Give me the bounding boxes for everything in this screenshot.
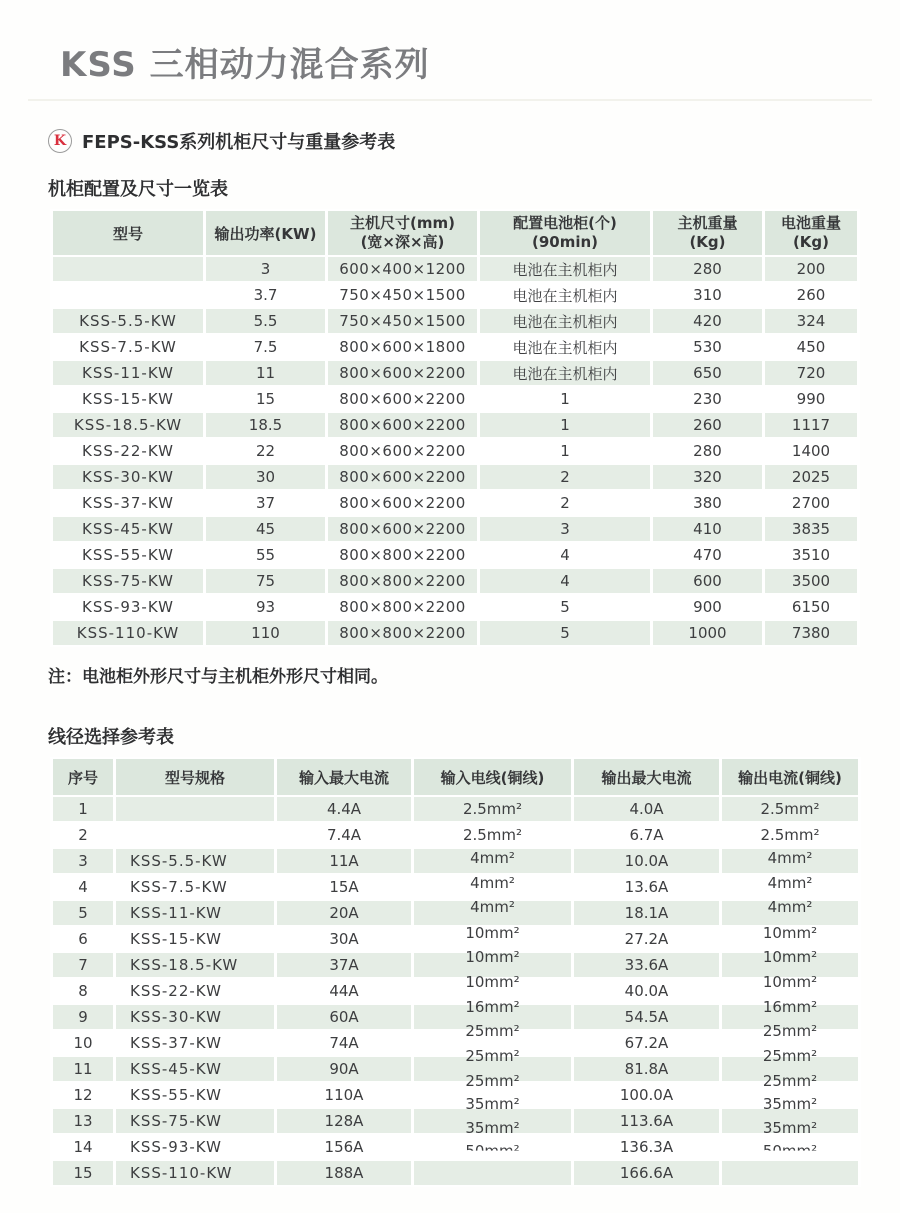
output-max-current-cell: 136.3A xyxy=(573,1134,721,1160)
model-cell: KSS-18.5-KW xyxy=(115,952,276,978)
output-wire-value: 4mm² xyxy=(767,849,813,867)
table-row xyxy=(52,978,860,1004)
table-row xyxy=(52,542,859,568)
seq-cell: 15 xyxy=(52,1160,115,1186)
seq-cell: 6 xyxy=(52,926,115,952)
series-subtitle: FEPS-KSS系列机柜尺寸与重量参考表 xyxy=(82,132,396,153)
output-wire-value: 2.5mm² xyxy=(760,826,820,844)
input-wire-value: 10mm² xyxy=(465,924,520,942)
dims-cell: 750×450×1500 xyxy=(327,308,479,334)
dims-cell: 600×400×1200 xyxy=(327,256,479,282)
battery-weight-cell: 3835 xyxy=(764,516,859,542)
power-cell: 15 xyxy=(205,386,327,412)
table-row xyxy=(52,1134,860,1160)
output-wire-value: 35mm² xyxy=(762,1095,818,1113)
model-cell: KSS-18.5-KW xyxy=(52,412,205,438)
battery-weight-cell: 720 xyxy=(764,360,859,386)
cabinet-spec-table xyxy=(50,209,860,647)
battery-weight-cell: 450 xyxy=(764,334,859,360)
col-header-host-weight-line1: 主机重量 xyxy=(677,213,738,232)
input-wire-value: 35mm² xyxy=(465,1119,520,1137)
model-cell: KSS-55-KW xyxy=(52,542,205,568)
model-cell: KSS-55-KW xyxy=(115,1082,276,1108)
power-cell: 18.5 xyxy=(205,412,327,438)
output-max-current-cell: 166.6A xyxy=(573,1160,721,1186)
input-max-current-cell: 188A xyxy=(276,1160,413,1186)
model-cell: KSS-7.5-KW xyxy=(52,334,205,360)
output-max-current-cell: 18.1A xyxy=(573,900,721,926)
input-wire-value: 4mm² xyxy=(470,849,515,867)
col-header-input-wire: 输入电线(铜线) xyxy=(413,758,573,796)
model-cell xyxy=(52,256,205,282)
table-row xyxy=(52,1108,860,1134)
input-max-current-cell: 110A xyxy=(276,1082,413,1108)
power-cell: 3 xyxy=(205,256,327,282)
host-weight-cell: 280 xyxy=(652,256,764,282)
power-cell: 110 xyxy=(205,620,327,646)
output-max-current-cell: 81.8A xyxy=(573,1056,721,1082)
col-header-host-weight-line2: (Kg) xyxy=(689,233,726,251)
battery-weight-cell: 3500 xyxy=(764,568,859,594)
table-row xyxy=(52,796,860,822)
table-row xyxy=(52,282,859,308)
table-row xyxy=(52,926,860,952)
input-max-current-cell: 30A xyxy=(276,926,413,952)
input-wire-value: 10mm² xyxy=(465,948,520,966)
dims-cell: 800×800×2200 xyxy=(327,568,479,594)
model-cell: KSS-15-KW xyxy=(115,926,276,952)
battery-config-cell: 电池在主机柜内 xyxy=(479,282,652,308)
host-weight-cell: 380 xyxy=(652,490,764,516)
host-weight-cell: 230 xyxy=(652,386,764,412)
table-row xyxy=(52,1004,860,1030)
battery-config-cell: 电池在主机柜内 xyxy=(479,334,652,360)
host-weight-cell: 900 xyxy=(652,594,764,620)
table-row xyxy=(52,464,859,490)
input-wire-cell xyxy=(413,1160,573,1186)
host-weight-cell: 600 xyxy=(652,568,764,594)
host-weight-cell: 310 xyxy=(652,282,764,308)
input-wire-value: 25mm² xyxy=(465,1047,520,1065)
seq-cell: 8 xyxy=(52,978,115,1004)
battery-config-cell: 4 xyxy=(479,542,652,568)
battery-cabinet-note: 注：电池柜外形尺寸与主机柜外形尺寸相同。 xyxy=(48,667,388,687)
battery-weight-cell: 6150 xyxy=(764,594,859,620)
table-row xyxy=(52,412,859,438)
power-cell: 5.5 xyxy=(205,308,327,334)
battery-config-cell: 5 xyxy=(479,594,652,620)
host-weight-cell: 280 xyxy=(652,438,764,464)
col-header-host-weight xyxy=(652,210,764,256)
power-cell: 75 xyxy=(205,568,327,594)
col-header-seq: 序号 xyxy=(52,758,115,796)
model-cell: KSS-45-KW xyxy=(52,516,205,542)
table-row xyxy=(52,256,859,282)
model-cell xyxy=(52,282,205,308)
power-cell: 7.5 xyxy=(205,334,327,360)
output-max-current-cell: 4.0A xyxy=(573,796,721,822)
table-row xyxy=(52,308,859,334)
seq-cell: 11 xyxy=(52,1056,115,1082)
input-wire-cell xyxy=(413,796,573,822)
input-max-current-cell: 4.4A xyxy=(276,796,413,822)
wire-table-title: 线径选择参考表 xyxy=(48,727,174,748)
table-row xyxy=(52,900,860,926)
col-header-input-max-current: 输入最大电流 xyxy=(276,758,413,796)
input-max-current-cell: 60A xyxy=(276,1004,413,1030)
battery-config-cell: 电池在主机柜内 xyxy=(479,308,652,334)
model-cell: KSS-22-KW xyxy=(115,978,276,1004)
battery-weight-cell: 1117 xyxy=(764,412,859,438)
output-wire-value: 35mm² xyxy=(762,1119,818,1137)
input-wire-value: 10mm² xyxy=(465,973,520,991)
table-row xyxy=(52,386,859,412)
col-header-power: 输出功率(KW) xyxy=(205,210,327,256)
input-wire-cell xyxy=(413,874,573,900)
seq-cell: 13 xyxy=(52,1108,115,1134)
battery-weight-cell: 990 xyxy=(764,386,859,412)
output-max-current-cell: 54.5A xyxy=(573,1004,721,1030)
seq-cell: 7 xyxy=(52,952,115,978)
wire-table-body xyxy=(52,796,860,1186)
col-header-model-spec: 型号规格 xyxy=(115,758,276,796)
dims-cell: 800×600×2200 xyxy=(327,412,479,438)
input-wire-value: 2.5mm² xyxy=(462,826,523,844)
output-wire-cell xyxy=(721,1160,860,1186)
table-row xyxy=(52,620,859,646)
input-wire-value: 4mm² xyxy=(470,874,515,892)
wire-table-header xyxy=(52,758,860,796)
battery-config-cell: 2 xyxy=(479,490,652,516)
model-cell: KSS-110-KW xyxy=(115,1160,276,1186)
cabinet-table-body xyxy=(52,256,859,646)
model-cell: KSS-37-KW xyxy=(52,490,205,516)
host-weight-cell: 650 xyxy=(652,360,764,386)
output-max-current-cell: 113.6A xyxy=(573,1108,721,1134)
input-wire-cell xyxy=(413,848,573,874)
model-cell: KSS-22-KW xyxy=(52,438,205,464)
col-header-model: 型号 xyxy=(52,210,205,256)
input-wire-value: 25mm² xyxy=(465,1022,520,1040)
table-row xyxy=(52,490,859,516)
model-cell: KSS-11-KW xyxy=(52,360,205,386)
power-cell: 11 xyxy=(205,360,327,386)
table-row xyxy=(52,1160,860,1186)
output-wire-cell xyxy=(721,848,860,874)
output-max-current-cell: 13.6A xyxy=(573,874,721,900)
table-row xyxy=(52,1056,860,1082)
output-wire-cell xyxy=(721,822,860,848)
dims-cell: 800×600×2200 xyxy=(327,438,479,464)
k-logo-icon: K xyxy=(48,129,72,153)
dims-cell: 750×450×1500 xyxy=(327,282,479,308)
input-wire-value: 4mm² xyxy=(470,898,515,916)
input-max-current-cell: 44A xyxy=(276,978,413,1004)
power-cell: 93 xyxy=(205,594,327,620)
table-row xyxy=(52,360,859,386)
model-cell: KSS-7.5-KW xyxy=(115,874,276,900)
input-max-current-cell: 37A xyxy=(276,952,413,978)
output-wire-cell xyxy=(721,900,860,926)
seq-cell: 3 xyxy=(52,848,115,874)
host-weight-cell: 410 xyxy=(652,516,764,542)
page-title: KSS 三相动力混合系列 xyxy=(60,45,430,85)
battery-weight-cell: 324 xyxy=(764,308,859,334)
cabinet-table-header xyxy=(52,210,859,256)
input-max-current-cell: 90A xyxy=(276,1056,413,1082)
host-weight-cell: 320 xyxy=(652,464,764,490)
title-divider xyxy=(28,99,872,101)
dims-cell: 800×600×2200 xyxy=(327,464,479,490)
output-max-current-cell: 40.0A xyxy=(573,978,721,1004)
series-heading xyxy=(48,128,900,154)
table-row xyxy=(52,874,860,900)
model-cell: KSS-15-KW xyxy=(52,386,205,412)
output-max-current-cell: 10.0A xyxy=(573,848,721,874)
power-cell: 22 xyxy=(205,438,327,464)
model-cell: KSS-30-KW xyxy=(52,464,205,490)
input-max-current-cell: 128A xyxy=(276,1108,413,1134)
output-wire-value: 4mm² xyxy=(767,874,813,892)
output-max-current-cell: 100.0A xyxy=(573,1082,721,1108)
output-max-current-cell: 67.2A xyxy=(573,1030,721,1056)
model-cell: KSS-110-KW xyxy=(52,620,205,646)
dims-cell: 800×600×2200 xyxy=(327,516,479,542)
output-wire-value: 25mm² xyxy=(762,1022,818,1040)
col-header-battery-weight xyxy=(764,210,859,256)
model-cell: KSS-93-KW xyxy=(52,594,205,620)
battery-weight-cell: 2700 xyxy=(764,490,859,516)
col-header-battery-line2: (90min) xyxy=(531,233,599,251)
battery-weight-cell: 7380 xyxy=(764,620,859,646)
col-header-dims-line1: 主机尺寸(mm) xyxy=(350,213,455,232)
host-weight-cell: 1000 xyxy=(652,620,764,646)
model-cell: KSS-11-KW xyxy=(115,900,276,926)
seq-cell: 2 xyxy=(52,822,115,848)
dims-cell: 800×800×2200 xyxy=(327,594,479,620)
battery-weight-cell: 3510 xyxy=(764,542,859,568)
battery-config-cell: 1 xyxy=(479,412,652,438)
power-cell: 3.7 xyxy=(205,282,327,308)
battery-config-cell: 3 xyxy=(479,516,652,542)
header-row xyxy=(52,210,859,256)
model-cell: KSS-5.5-KW xyxy=(52,308,205,334)
model-cell: KSS-30-KW xyxy=(115,1004,276,1030)
input-max-current-cell: 15A xyxy=(276,874,413,900)
table-row xyxy=(52,438,859,464)
col-header-dims xyxy=(327,210,479,256)
model-cell xyxy=(115,822,276,848)
model-cell: KSS-75-KW xyxy=(52,568,205,594)
model-cell: KSS-75-KW xyxy=(115,1108,276,1134)
output-max-current-cell: 6.7A xyxy=(573,822,721,848)
battery-weight-cell: 200 xyxy=(764,256,859,282)
output-max-current-cell: 33.6A xyxy=(573,952,721,978)
table-row xyxy=(52,594,859,620)
table-row xyxy=(52,1082,860,1108)
table-row xyxy=(52,516,859,542)
host-weight-cell: 420 xyxy=(652,308,764,334)
dims-cell: 800×800×2200 xyxy=(327,620,479,646)
battery-config-cell: 1 xyxy=(479,386,652,412)
power-cell: 45 xyxy=(205,516,327,542)
output-wire-value: 4mm² xyxy=(767,898,813,916)
output-wire-cell xyxy=(721,874,860,900)
power-cell: 30 xyxy=(205,464,327,490)
seq-cell: 1 xyxy=(52,796,115,822)
model-cell xyxy=(115,796,276,822)
input-wire-value: 35mm² xyxy=(465,1095,520,1113)
col-header-batt-weight-line2: (Kg) xyxy=(792,233,830,251)
output-wire-value: 2.5mm² xyxy=(760,800,820,818)
battery-weight-cell: 1400 xyxy=(764,438,859,464)
input-wire-value: 2.5mm² xyxy=(462,800,523,818)
host-weight-cell: 470 xyxy=(652,542,764,568)
model-cell: KSS-45-KW xyxy=(115,1056,276,1082)
output-wire-value: 16mm² xyxy=(762,998,818,1016)
dims-cell: 800×600×2200 xyxy=(327,490,479,516)
output-wire-value: 10mm² xyxy=(762,973,818,991)
input-max-current-cell: 20A xyxy=(276,900,413,926)
seq-cell: 14 xyxy=(52,1134,115,1160)
col-header-output-wire: 输出电流(铜线) xyxy=(721,758,860,796)
seq-cell: 10 xyxy=(52,1030,115,1056)
output-wire-value: 25mm² xyxy=(762,1047,818,1065)
model-cell: KSS-5.5-KW xyxy=(115,848,276,874)
battery-weight-cell: 2025 xyxy=(764,464,859,490)
seq-cell: 4 xyxy=(52,874,115,900)
output-wire-value: 10mm² xyxy=(762,948,818,966)
col-header-batt-weight-line1: 电池重量 xyxy=(780,213,841,232)
host-weight-cell: 530 xyxy=(652,334,764,360)
table-row xyxy=(52,822,860,848)
dims-cell: 800×600×2200 xyxy=(327,360,479,386)
output-wire-value: 25mm² xyxy=(762,1072,818,1090)
seq-cell: 9 xyxy=(52,1004,115,1030)
battery-config-cell: 电池在主机柜内 xyxy=(479,256,652,282)
input-max-current-cell: 74A xyxy=(276,1030,413,1056)
input-max-current-cell: 7.4A xyxy=(276,822,413,848)
col-header-battery-config xyxy=(479,210,652,256)
seq-cell: 5 xyxy=(52,900,115,926)
table-row xyxy=(52,952,860,978)
battery-config-cell: 1 xyxy=(479,438,652,464)
table-row xyxy=(52,1030,860,1056)
col-header-battery-line1: 配置电池柜(个) xyxy=(513,213,617,232)
dims-cell: 800×800×2200 xyxy=(327,542,479,568)
col-header-output-max-current: 输出最大电流 xyxy=(573,758,721,796)
header-row xyxy=(52,758,860,796)
output-wire-cell xyxy=(721,796,860,822)
input-wire-value: 25mm² xyxy=(465,1072,520,1090)
power-cell: 37 xyxy=(205,490,327,516)
table-row xyxy=(52,334,859,360)
dims-cell: 800×600×2200 xyxy=(327,386,479,412)
dims-cell: 800×600×1800 xyxy=(327,334,479,360)
input-wire-cell xyxy=(413,900,573,926)
table-row xyxy=(52,848,860,874)
output-max-current-cell: 27.2A xyxy=(573,926,721,952)
host-weight-cell: 260 xyxy=(652,412,764,438)
model-cell: KSS-93-KW xyxy=(115,1134,276,1160)
input-wire-cell xyxy=(413,822,573,848)
input-max-current-cell: 11A xyxy=(276,848,413,874)
seq-cell: 12 xyxy=(52,1082,115,1108)
cabinet-table-title: 机柜配置及尺寸一览表 xyxy=(48,179,228,200)
col-header-dims-line2: (宽×深×高) xyxy=(360,233,445,251)
wire-size-table xyxy=(50,757,861,1187)
battery-config-cell: 4 xyxy=(479,568,652,594)
battery-weight-cell: 260 xyxy=(764,282,859,308)
battery-config-cell: 2 xyxy=(479,464,652,490)
battery-config-cell: 电池在主机柜内 xyxy=(479,360,652,386)
input-wire-value: 16mm² xyxy=(465,998,520,1016)
table-row xyxy=(52,568,859,594)
output-wire-value: 10mm² xyxy=(762,924,818,942)
power-cell: 55 xyxy=(205,542,327,568)
model-cell: KSS-37-KW xyxy=(115,1030,276,1056)
input-max-current-cell: 156A xyxy=(276,1134,413,1160)
battery-config-cell: 5 xyxy=(479,620,652,646)
